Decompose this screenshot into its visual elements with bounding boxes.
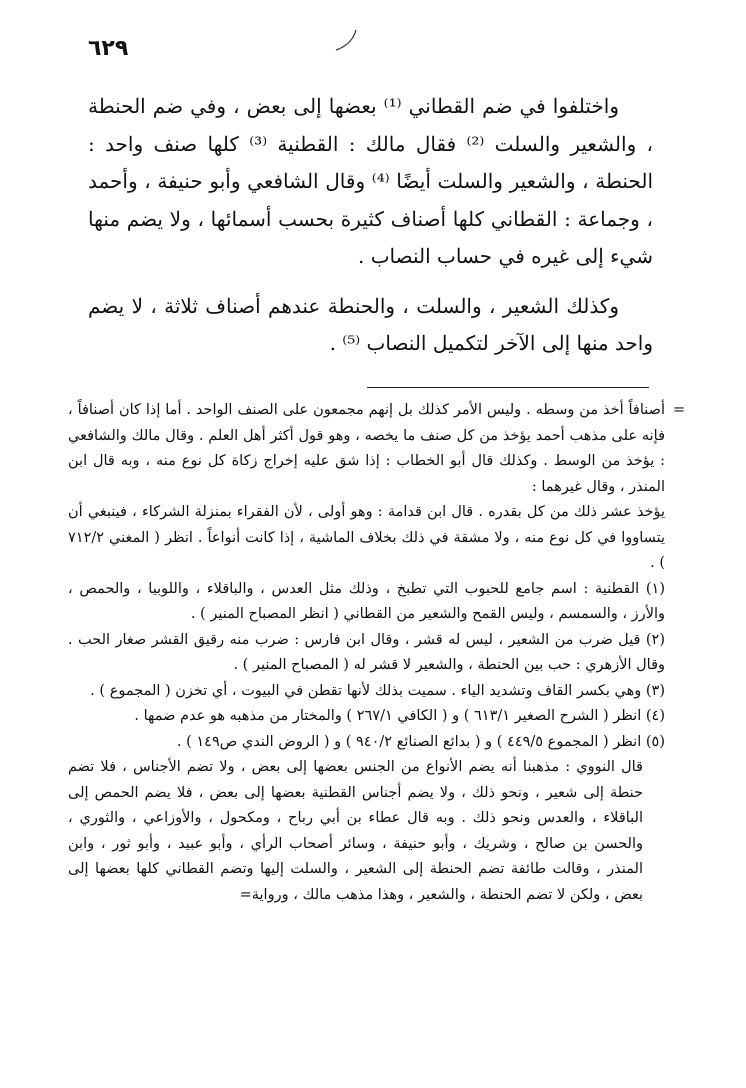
footnote-number: (٢) [645, 631, 665, 648]
carryover-text: أصنافاً أخذ من وسطه . وليس الأمر كذلك بل إنهم مجمعون على الصنف الواحد . أما إذا كان أصنافاً ، فإنه على مذهب أحمد يؤخذ من كل صنف ما يخصه ، وهو قول أكثر أهل العلم . وقال مالك والشافعي : يؤخذ من الوسط . وكذلك قال أبو الخطاب : إذا شق عليه إخراج زكاة كل نوع منه ، وبه قال ابن المنذر ، وقال غيرهما : [68, 402, 665, 495]
carryover-note [68, 398, 685, 500]
footnote-2 [68, 628, 665, 679]
pen-stroke-mark [332, 28, 362, 54]
page-number: ٦٢٩ [88, 36, 129, 61]
footnote-number: (٤) [645, 708, 665, 724]
footnote-text: وهي بكسر القاف وتشديد الياء . سميت بذلك لأنها تقطن في البيوت ، أي تخزن ( المجموع ) . [90, 682, 642, 699]
footnote-4 [68, 704, 665, 730]
footnote-3 [68, 679, 665, 705]
footnote-5 [68, 730, 665, 756]
continuation-mark: = [672, 402, 685, 418]
footnote-text: القطنية : اسم جامع للحبوب التي تطبخ ، وذلك مثل العدس ، والباقلاء ، واللوبيا ، والحمص ، والأرز ، والسمسم ، وليس القمح والشعير من القطاني ( انظر المصباح المنير ) . [68, 580, 665, 622]
footnote-number: (٣) [645, 682, 665, 699]
footnote-5-continuation: قال النووي : مذهبنا أنه يضم الأنواع من الجنس بعضها إلى بعض ، ولا تضم الأجناس ، فلا تضم حنطة إلى شعير ، ونحو ذلك ، ولا يضم أجناس القطنية بعضها إلى بعض ، فلا يضم الحمص إلى الباقلاء ، والعدس ونحو ذلك . وبه قال عطاء بن أبي رباح ، ومكحول ، والأوزاعي ، والثوري ، والحسن بن صالح ، وشريك ، وأبو حنيفة ، وسائر أصحاب الرأي ، وأبو عبيد ، وأبو ثور ، وابن المنذر ، وقالت طائفة تضم الحنطة إلى الشعير ، والسلت إليها وتضم القطاني كلها بعضها إلى بعض ، ولكن لا تضم الحنطة ، والشعير ، وهذا مذهب مالك ، ورواية= [68, 759, 643, 903]
main-text [88, 88, 653, 363]
footnote-text: قيل ضرب من الشعير ، ليس له قشر ، وقال ابن فارس : ضرب منه رقيق القشر صغار الحب . وقال الأزهري : حب بين الحنطة ، والشعير لا قشر له ( المصباح المنير ) . [68, 631, 665, 673]
footnotes-section [68, 398, 685, 908]
main-paragraph: واختلفوا في ضم القطاني ⁽¹⁾ بعضها إلى بعض ، وفي ضم الحنطة ، والشعير والسلت ⁽²⁾ فقال مالك : القطنية ⁽³⁾ كلها صنف واحد : الحنطة ، والشعير والسلت أيضًا ⁽⁴⁾ وقال الشافعي وأبو حنيفة ، وأحمد ، وجماعة : القطاني كلها أصناف كثيرة بحسب أسمائها ، ولا يضم منها شيء إلى غيره في حساب النصاب . [88, 94, 653, 268]
footnote-text: انظر ( الشرح الصغير ٦١٣/١ ) و ( الكافي ٢٦٧/١ ) والمختار من مذهبه هو عدم ضمها . [134, 708, 642, 724]
footnote-divider [367, 387, 649, 388]
footnote-number: (١) [645, 580, 665, 597]
carryover-note: يؤخذ عشر ذلك من كل بقدره . قال ابن قدامة : وهو أولى ، لأن الفقراء بمنزلة الشركاء ، فينبغي أن يتساووا في كل نوع منه ، ولا مشقة في ذلك بخلاف الماشية ، إذا كانت أنواعاً . انظر ( المغني ٧١٢/٢ ) . [68, 504, 665, 571]
footnote-number: (٥) [645, 733, 665, 750]
main-paragraph: وكذلك الشعير ، والسلت ، والحنطة عندهم أصناف ثلاثة ، لا يضم واحد منها إلى الآخر لتكميل النصاب ⁽⁵⁾ . [88, 293, 653, 355]
footnote-1 [68, 577, 665, 628]
footnote-text: انظر ( المجموع ٤٤٩/٥ ) و ( بدائع الصنائع ٩٤٠/٢ ) و ( الروض الندي ص١٤٩ ) . [176, 733, 642, 750]
